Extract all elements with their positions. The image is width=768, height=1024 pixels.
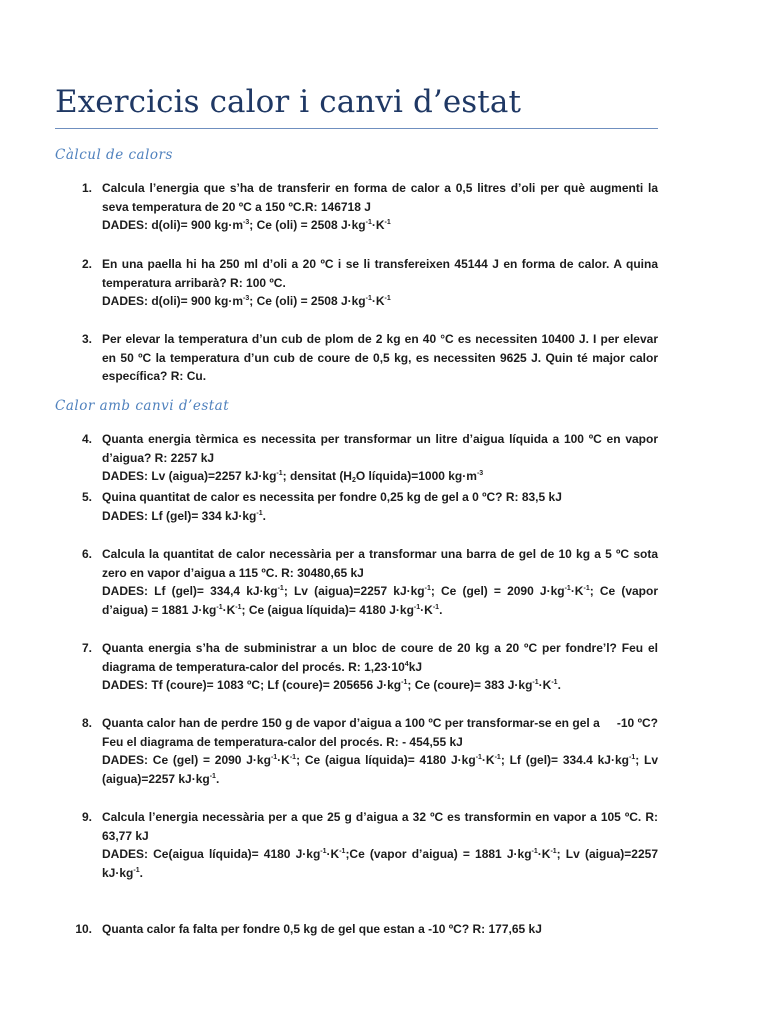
- exercise-body: [102, 488, 658, 525]
- exercise-number: 8.: [81, 716, 92, 730]
- exercise-question: Quanta energia s’ha de subministrar a un bloc de coure de 20 kg a 20 ºC per fondre’l? Feu el diagrama de temperatura-calor del procés. R: $1,23\cdot 10^4kJ$: [102, 641, 658, 674]
- exercise-data: DADES: Lf (gel)= 334 $kJ\cdot kg^{-1}$.: [102, 508, 266, 523]
- exercise-number: 3.: [81, 332, 92, 346]
- exercise-body: [102, 920, 658, 939]
- exercise-question: Calcula la quantitat de calor necessària per a transformar una barra de gel de 10 kg a 5 ºC sota zero en vapor d’aigua a 115 ºC. R: 30480,65 kJ: [102, 547, 658, 580]
- exercise-body: [102, 714, 658, 788]
- exercise-number: 9.: [81, 810, 92, 824]
- exercise-body: [102, 430, 658, 486]
- exercise-question: Quanta calor han de perdre 150 g de vapor d’aigua a 100 ºC per transformar-se en gel a -10 ºC? Feu el diagrama de temperatura-calor del procés. R: - 454,55 kJ: [102, 716, 658, 749]
- section-heading-calcul-calors: Càlcul de calors: [55, 147, 173, 163]
- exercise-question: En una paella hi ha 250 ml d’oli a 20 ºC i se li transfereixen 45144 J en forma de calor. A quina temperatura arribarà? R: 100 ºC.: [102, 257, 658, 290]
- exercise-body: [102, 179, 658, 235]
- exercise-body: [102, 545, 658, 619]
- exercise-data: DADES: Ce (gel) = 2090 $J\cdot kg^{-1}\cdot K^{-1}$; Ce (aigua líquida)= 4180 $J\cdot kg^{-1}\cdot K^{-1}$; Lf (gel)= 334.4 $kJ\cdot kg^{-1}$; Lv (aigua)=2257 $kJ\cdot kg^{-1}$.: [102, 753, 658, 786]
- exercise-data: DADES: Ce(aigua líquida)= 4180 $J\cdot kg^{-1}\cdot K^{-1};Ce$ (vapor d’aigua) = 1881 $J\cdot kg^{-1}\cdot K^{-1}$; Lv (aigua)=2257 $kJ\cdot kg^{-1}$.: [102, 847, 658, 880]
- exercise-data: DADES: d(oli)= 900 $kg\cdot m^{-3}$; Ce (oli) = 2508 $J\cdot kg^{-1}\cdot K^{-1}$: [102, 294, 391, 308]
- section-heading-canvi-estat: Calor amb canvi d’estat: [55, 398, 230, 414]
- exercise-number: 1.: [81, 181, 92, 195]
- exercise-data: DADES: Lf (gel)= 334,4 $kJ\cdot kg^{-1}$; Lv (aigua)=2257 $kJ\cdot kg^{-1}$; Ce (gel) = 2090 $J\cdot kg^{-1}\cdot K^{-1}$; Ce (vapor d’aigua) = 1881 $J\cdot kg^{-1}\cdot K^{-1}$; Ce (aigua líquida)= 4180 $J\cdot kg^{-1}\cdot K^{-1}$.: [102, 584, 658, 617]
- exercise-question: Quanta energia tèrmica es necessita per transformar un litre d’aigua líquida a 100 ºC en vapor d’aigua? R: 2257 kJ: [102, 432, 658, 465]
- exercise-number: 6.: [81, 547, 92, 561]
- exercise-number: 5.: [81, 490, 92, 504]
- title-underline: [55, 128, 658, 129]
- document-title: Exercicis calor i canvi d’estat: [55, 84, 521, 120]
- exercise-data: DADES: d(oli)= 900 $kg\cdot m^{-3}$; Ce (oli) = 2508 $J\cdot kg^{-1}\cdot K^{-1}$: [102, 218, 391, 232]
- exercise-body: [102, 808, 658, 882]
- exercise-number: 7.: [81, 641, 92, 655]
- exercise-question: Calcula l’energia que s’ha de transferir en forma de calor a 0,5 litres d’oli per què augmenti la seva temperatura de 20 ºC a 150 ºC.R: 146718 J: [102, 181, 658, 214]
- exercise-number: 2.: [81, 257, 92, 271]
- exercise-question: Quina quantitat de calor es necessita per fondre 0,25 kg de gel a 0 ºC? R: 83,5 kJ: [102, 490, 562, 504]
- exercise-data: DADES: Tf (coure)= 1083 ºC; Lf (coure)= 205656 $J\cdot kg^{-1}$; Ce (coure)= 383 $J\cdot kg^{-1}\cdot K^{-1}$.: [102, 678, 561, 692]
- exercise-body: [102, 255, 658, 311]
- exercise-question: Per elevar la temperatura d’un cub de plom de 2 kg en 40 °C es necessiten 10400 J. I per elevar en 50 ºC la temperatura d’un cub de coure de 0,5 kg, es necessiten 9625 J. Quin té major calor específica? R: Cu.: [102, 332, 658, 383]
- exercise-body: [102, 639, 658, 695]
- exercise-data: DADES: Lv (aigua)=2257 $kJ\cdot kg^{-1}$; densitat ($H_2O$ líquida)=1000 $kg\cdot m^{-3}$: [102, 469, 484, 484]
- exercise-number: 10.: [75, 922, 92, 936]
- exercise-body: [102, 330, 658, 386]
- exercise-number: 4.: [81, 432, 92, 446]
- exercise-question: Quanta calor fa falta per fondre 0,5 kg de gel que estan a -10 ºC? R: 177,65 kJ: [102, 922, 542, 936]
- exercise-question: Calcula l’energia necessària per a que 25 g d’aigua a 32 ºC es transformin en vapor a 105 ºC. R: 63,77 kJ: [102, 810, 658, 843]
